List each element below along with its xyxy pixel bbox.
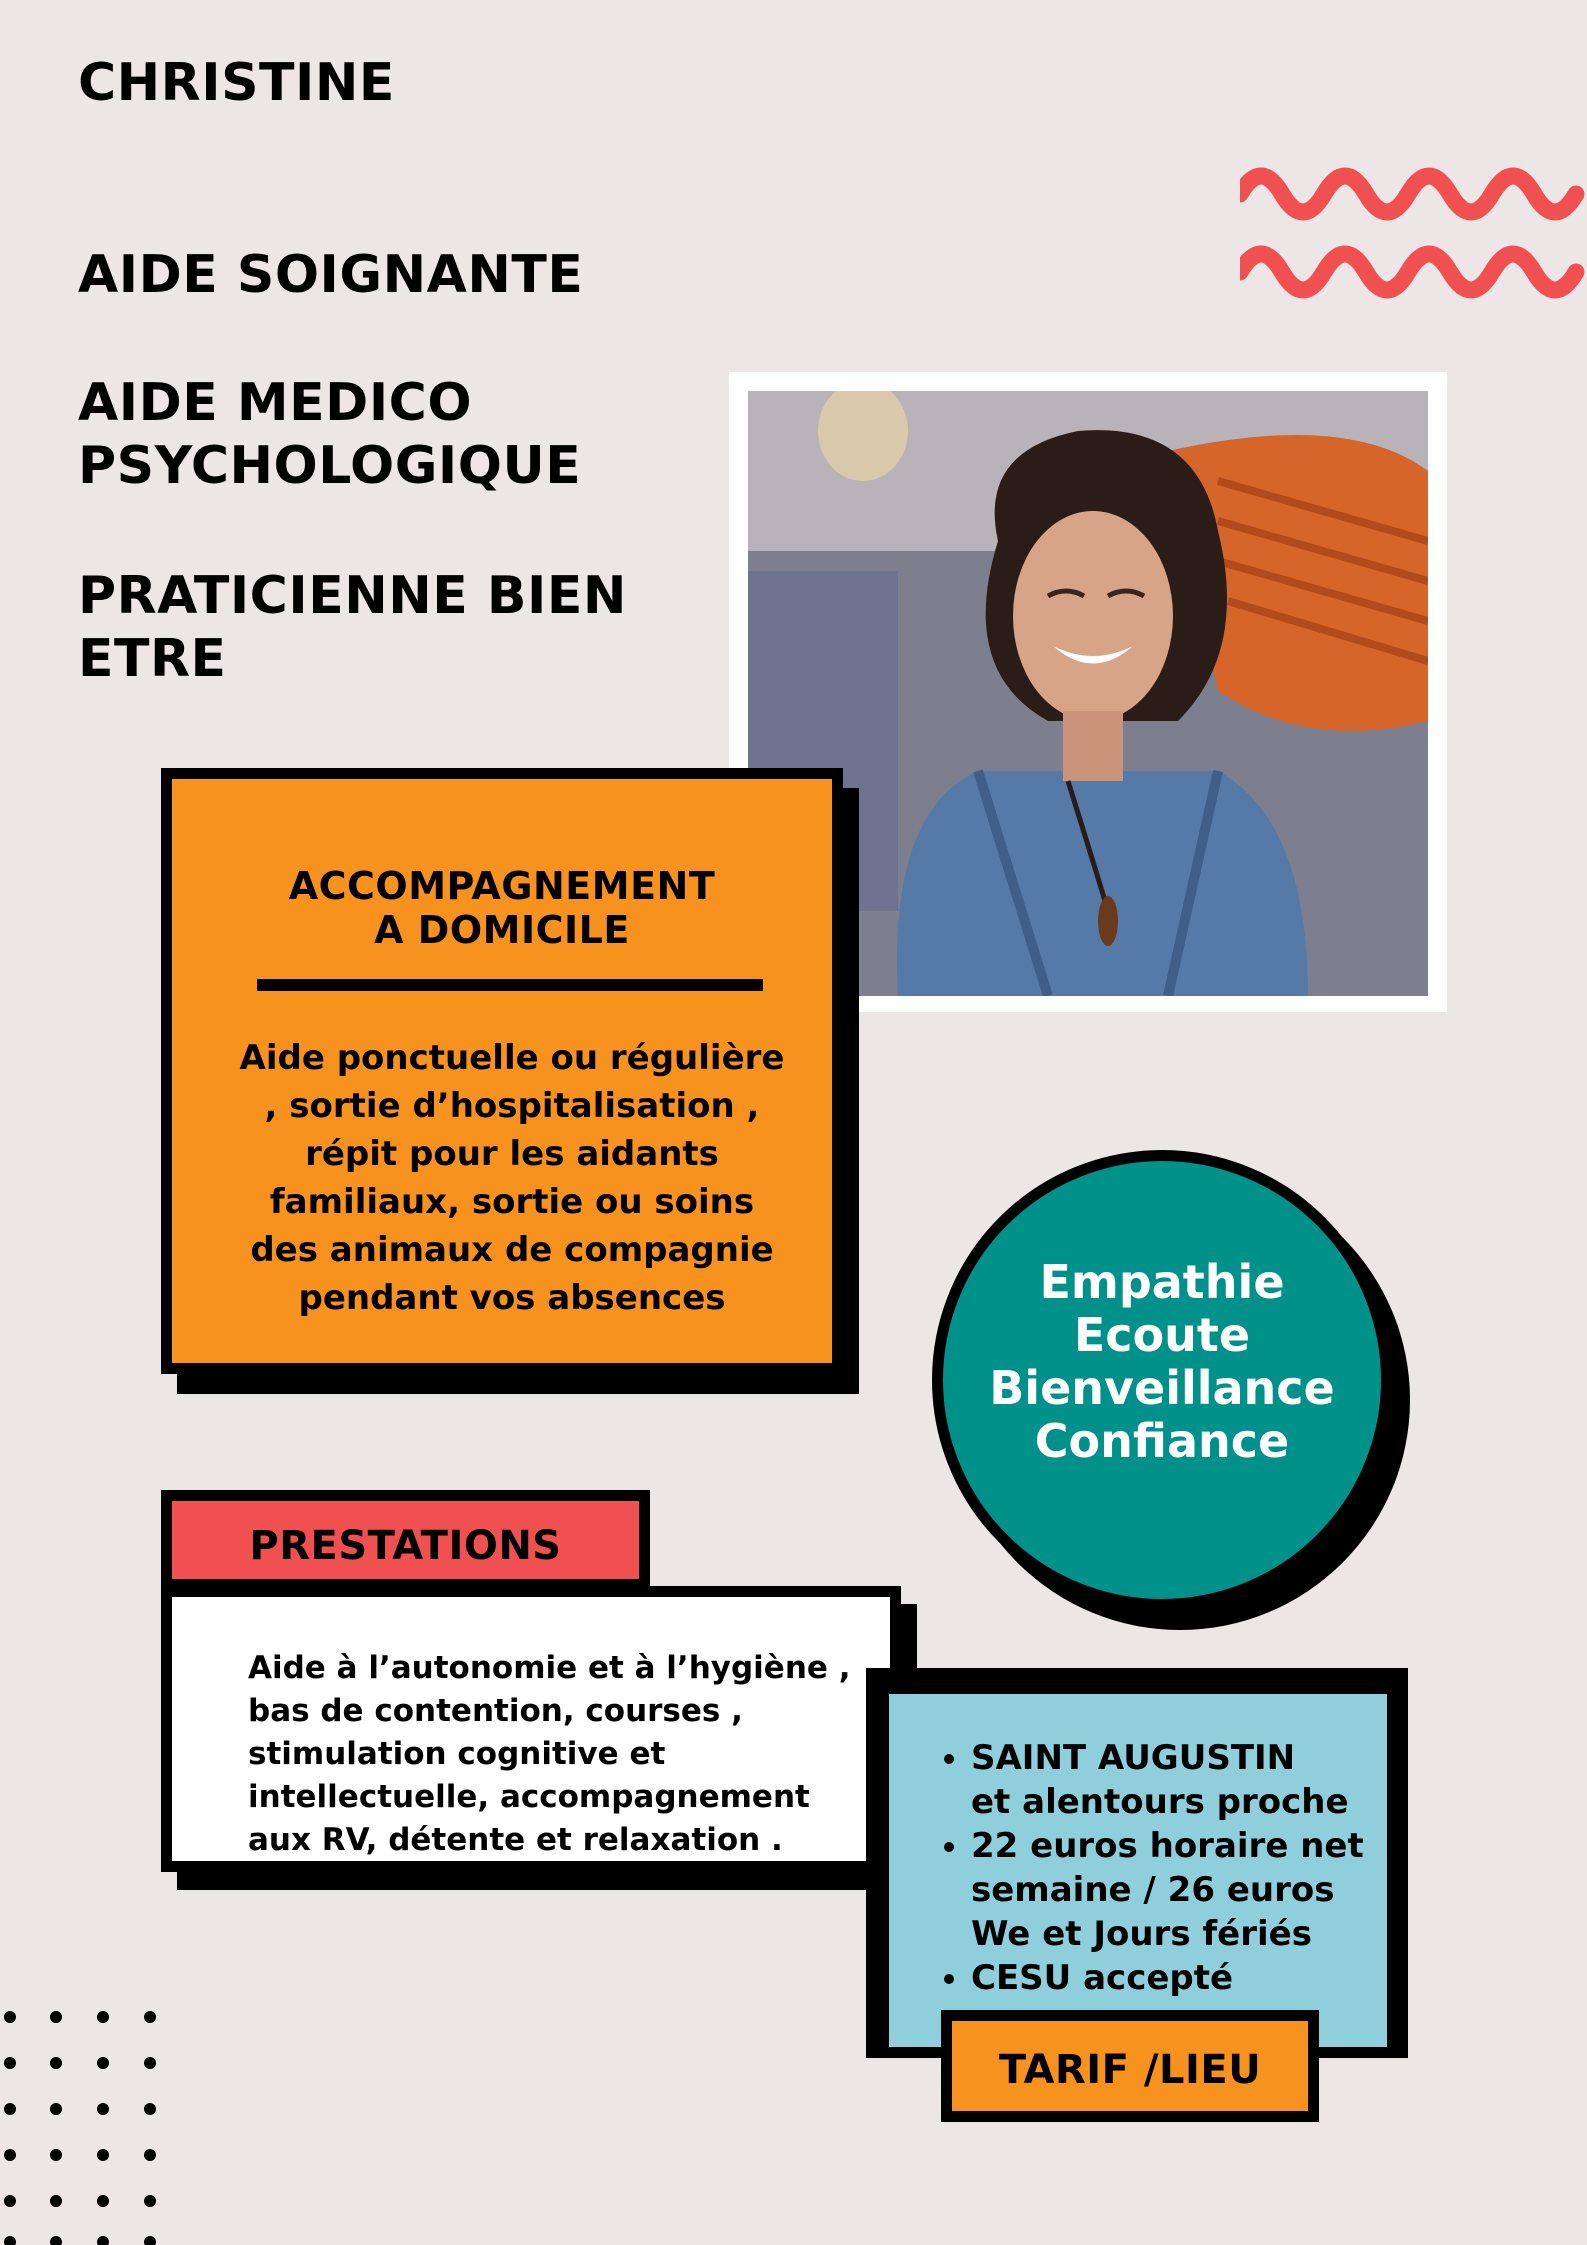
prestations-line: intellectuelle, accompagnement (248, 1779, 810, 1815)
prestations-box (161, 1586, 901, 1872)
tarif-item-location (971, 1736, 1411, 1824)
value-item: Empathie (1039, 1255, 1285, 1309)
title-praticienne-line2: ETRE (78, 629, 227, 689)
accompagnement-line: Aide ponctuelle ou régulière (239, 1038, 785, 1078)
prestations-line: aux RV, détente et relaxation . (248, 1822, 783, 1858)
tarif-list (929, 1736, 1411, 2000)
prestations-line: stimulation cognitive et (248, 1736, 666, 1772)
tarif-text: • SAINT AUGUSTIN (971, 1738, 1296, 1778)
tarif-label: TARIF /LIEU (998, 2047, 1262, 2093)
tarif-item-price (971, 1824, 1411, 1956)
tarif-text: semaine / 26 euros (971, 1870, 1335, 1910)
prestations-line: Aide à l’autonomie et à l’hygiène , (248, 1650, 851, 1686)
value-item: Confiance (1034, 1414, 1290, 1468)
tarif-text: • 22 euros horaire net (971, 1826, 1364, 1866)
accompagnement-card (161, 768, 843, 1374)
title-praticienne-line1: PRATICIENNE BIEN (78, 566, 627, 626)
accompagnement-line: des animaux de compagnie (250, 1230, 774, 1270)
wave-decoration (1240, 150, 1587, 300)
title-praticienne (78, 565, 627, 691)
name-heading: CHRISTINE (78, 53, 395, 113)
accompagnement-line: familiaux, sortie ou soins (269, 1182, 755, 1222)
accompagnement-line: répit pour les aidants (305, 1134, 719, 1174)
value-item: Ecoute (1073, 1308, 1251, 1362)
accompagnement-line: pendant vos absences (298, 1278, 726, 1318)
accompagnement-line: , sortie d’hospitalisation , (264, 1086, 760, 1126)
tarif-tab (941, 2010, 1319, 2122)
dot-grid-decoration (0, 2000, 170, 2245)
tarif-item-payment (971, 1956, 1411, 2000)
prestations-label: PRESTATIONS (249, 1523, 562, 1569)
accompagnement-title-line1: ACCOMPAGNEMENT (288, 864, 716, 908)
accompagnement-title (172, 864, 832, 952)
values-circle (932, 1150, 1392, 1610)
accompagnement-title-line2: A DOMICILE (374, 908, 630, 952)
title-aide-medico-line2: PSYCHOLOGIQUE (78, 436, 582, 496)
value-item: Bienveillance (989, 1361, 1335, 1415)
tarif-text: et alentours proche (971, 1782, 1349, 1822)
title-aide-medico-line1: AIDE MEDICO (78, 373, 473, 433)
title-aide-medico (78, 372, 581, 498)
tarif-text: We et Jours fériés (971, 1914, 1312, 1954)
accompagnement-divider (257, 979, 763, 991)
prestations-tab (161, 1490, 650, 1590)
tarif-box (878, 1683, 1398, 2058)
prestations-description (248, 1647, 868, 1862)
values-list (943, 1256, 1381, 1468)
tarif-text: • CESU accepté (971, 1958, 1234, 1998)
prestations-line: bas de contention, courses , (248, 1693, 743, 1729)
accompagnement-description (212, 1034, 812, 1322)
title-aide-soignante: AIDE SOIGNANTE (78, 245, 584, 305)
